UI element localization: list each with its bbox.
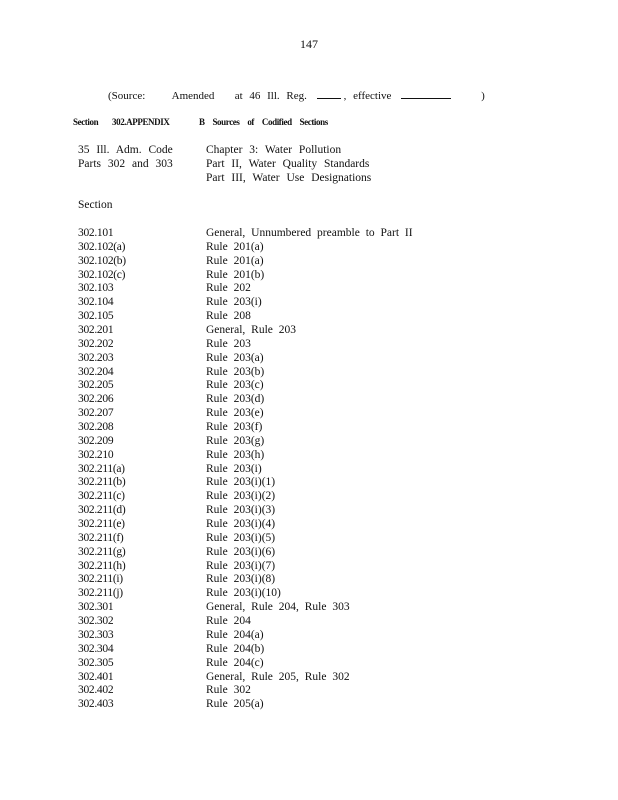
source-reference: Rule 205(a) [206, 698, 264, 711]
source-reference: Rule 203(i)(10) [206, 587, 281, 600]
intro-chapter-reference [206, 143, 371, 185]
table-row [78, 560, 413, 574]
intro-right-line: Chapter 3: Water Pollution [206, 144, 342, 156]
section-number: 302.205 [78, 379, 114, 392]
section-number: 302.206 [78, 393, 114, 406]
source-reference: Rule 203(e) [206, 407, 264, 420]
source-reference: General, Rule 205, Rule 302 [206, 670, 350, 683]
volume-blank [317, 88, 341, 99]
effective-date-blank [401, 88, 451, 99]
table-row [78, 324, 413, 338]
section-number: 302.211(e) [78, 518, 125, 531]
table-row [78, 629, 413, 643]
section-number: 302.211(c) [78, 490, 125, 503]
table-row [78, 282, 413, 296]
table-row [78, 269, 413, 283]
source-reference: Rule 203(i) [206, 462, 262, 475]
section-number: 302.302 [78, 615, 114, 628]
table-row [78, 476, 413, 490]
table-row [78, 255, 413, 269]
source-reference: Rule 203(i)(7) [206, 559, 276, 572]
table-row [78, 657, 413, 671]
table-row [78, 296, 413, 310]
section-number: 302.101 [78, 227, 114, 239]
section-number: 302.103 [78, 282, 114, 295]
heading-appendix: 302.APPENDIX [112, 117, 170, 127]
source-close: ) [481, 90, 485, 102]
intro-right-line: Part III, Water Use Designations [206, 172, 372, 184]
section-number: 302.211(b) [78, 476, 126, 489]
section-number: 302.303 [78, 628, 114, 641]
section-number: 302.201 [78, 324, 114, 337]
section-number: 302.204 [78, 365, 114, 378]
table-row [78, 352, 413, 366]
section-number: 302.209 [78, 434, 114, 447]
source-reference: Rule 204(a) [206, 628, 264, 641]
source-reference: Rule 202 [206, 282, 251, 295]
section-number: 302.211(j) [78, 587, 123, 600]
table-row [78, 490, 413, 504]
source-reference: General, Unnumbered preamble to Part II [206, 227, 413, 239]
table-row [78, 504, 413, 518]
heading-title: B Sources of Codified Sections [199, 117, 328, 127]
source-reference: Rule 203(i)(3) [206, 504, 276, 517]
section-number: 302.304 [78, 642, 114, 655]
source-reference: Rule 204(b) [206, 642, 265, 655]
source-reference: Rule 203(i) [206, 296, 262, 309]
section-number: 302.202 [78, 337, 114, 350]
source-reference: Rule 203(d) [206, 393, 265, 406]
source-reference: Rule 201(b) [206, 268, 265, 281]
table-row [78, 449, 413, 463]
table-row [78, 643, 413, 657]
source-reference: Rule 203(b) [206, 365, 265, 378]
table-row [78, 546, 413, 560]
table-row [78, 241, 413, 255]
table-row [78, 227, 413, 241]
table-row [78, 407, 413, 421]
section-number: 302.401 [78, 670, 114, 683]
section-number: 302.211(i) [78, 573, 123, 586]
source-reference: General, Rule 204, Rule 303 [206, 601, 350, 614]
source-reference: Rule 203(c) [206, 379, 264, 392]
source-amended: Amended [171, 90, 215, 102]
column-label-section: Section [78, 199, 113, 211]
section-number: 302.305 [78, 656, 114, 669]
source-reference: Rule 203(f) [206, 421, 263, 434]
section-number: 302.211(f) [78, 531, 124, 544]
table-row [78, 379, 413, 393]
table-row [78, 684, 413, 698]
page-number: 147 [300, 37, 318, 51]
table-row [78, 435, 413, 449]
table-row [78, 393, 413, 407]
table-row [78, 532, 413, 546]
source-reference: Rule 201(a) [206, 240, 264, 253]
section-number: 302.211(d) [78, 504, 126, 517]
source-open: (Source: [108, 90, 146, 102]
section-number: 302.105 [78, 310, 114, 323]
table-row [78, 587, 413, 601]
section-number: 302.102(c) [78, 268, 126, 281]
source-effective: effective [353, 90, 392, 102]
section-number: 302.208 [78, 421, 114, 434]
section-number: 302.203 [78, 351, 114, 364]
section-number: 302.211(g) [78, 545, 126, 558]
section-number: 302.102(a) [78, 240, 126, 253]
source-reference: Rule 201(a) [206, 254, 264, 267]
table-row [78, 573, 413, 587]
table-row [78, 671, 413, 685]
intro-left-line: Parts 302 and 303 [78, 158, 173, 170]
source-reference: Rule 203(i)(8) [206, 573, 276, 586]
table-row [78, 518, 413, 532]
sources-table [78, 227, 413, 712]
table-row [78, 338, 413, 352]
section-number: 302.403 [78, 698, 114, 711]
section-number: 302.210 [78, 448, 114, 461]
section-number: 302.104 [78, 296, 114, 309]
intro-right-line: Part II, Water Quality Standards [206, 158, 370, 170]
table-row [78, 421, 413, 435]
section-number: 302.211(a) [78, 462, 125, 475]
table-row [78, 615, 413, 629]
source-reference: Rule 203(i)(4) [206, 518, 276, 531]
intro-code-reference [78, 143, 173, 171]
section-number: 302.402 [78, 684, 114, 697]
table-row [78, 463, 413, 477]
source-reference: Rule 203(i)(6) [206, 545, 276, 558]
source-reference: Rule 203 [206, 337, 251, 350]
table-row [78, 601, 413, 615]
section-number: 302.207 [78, 407, 114, 420]
source-reference: Rule 203(i)(1) [206, 476, 276, 489]
source-reference: Rule 204 [206, 615, 251, 628]
source-reference: Rule 203(h) [206, 448, 265, 461]
source-reference: Rule 203(i)(5) [206, 531, 276, 544]
section-number: 302.301 [78, 601, 114, 614]
source-reference: Rule 208 [206, 310, 251, 323]
source-register: at 46 Ill. Reg. [234, 90, 307, 102]
source-reference: Rule 302 [206, 684, 251, 697]
source-reference: Rule 203(a) [206, 351, 264, 364]
source-reference: Rule 204(c) [206, 656, 264, 669]
source-reference: Rule 203(g) [206, 434, 265, 447]
source-reference: General, Rule 203 [206, 324, 296, 337]
source-reference: Rule 203(i)(2) [206, 490, 276, 503]
table-row [78, 366, 413, 380]
intro-left-line: 35 Ill. Adm. Code [78, 144, 173, 156]
section-number: 302.102(b) [78, 254, 126, 267]
section-number: 302.211(h) [78, 559, 126, 572]
table-row [78, 698, 413, 712]
table-row [78, 310, 413, 324]
source-note: (Source: Amended at 46 Ill. Reg. , effective ) [108, 90, 485, 102]
heading-section-label: Section [73, 117, 99, 127]
